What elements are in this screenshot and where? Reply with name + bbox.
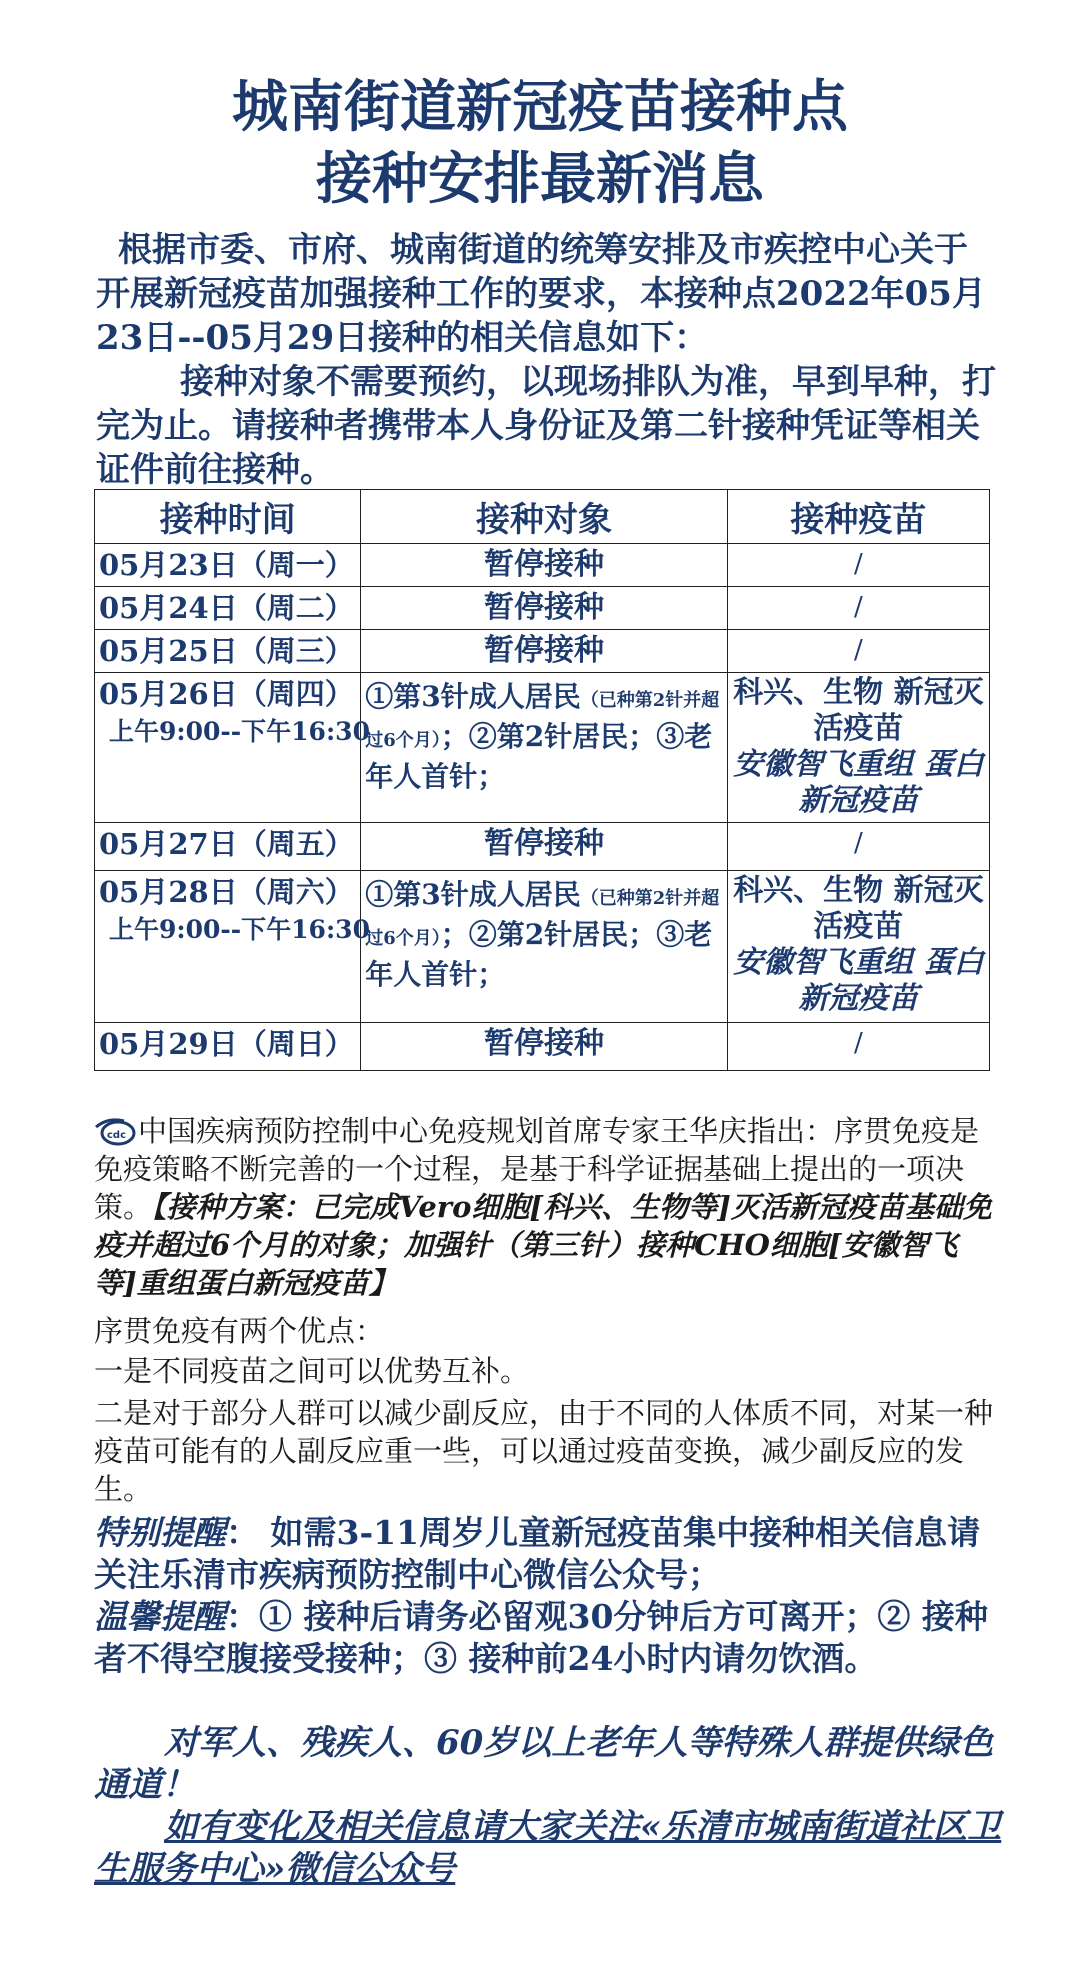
cdc-logo-icon	[94, 1117, 136, 1147]
row-target-rest: ；②第2针居民；③老年人首针；	[365, 720, 713, 793]
row-vaccine: /	[727, 823, 989, 871]
green-channel-notice: 对军人、残疾人、60岁以上老年人等特殊人群提供绿色通道！	[94, 1723, 994, 1805]
table-row	[95, 544, 990, 587]
row-vaccine-cell	[727, 871, 989, 1023]
warm-reminder-text: ：① 接种后请务必留观30分钟后方可离开；② 接种者不得空腹接受接种；③ 接种前24小时内请勿饮酒。	[94, 1597, 988, 1678]
advantages-heading: 序贯免疫有两个优点：	[94, 1314, 385, 1348]
expert-plan: 【接种方案：已完成Vero细胞[科兴、生物等]灭活新冠疫苗基础免疫并超过6个月的对象；加强针（第三针）接种CHO细胞[安徽智飞等]重组蛋白新冠疫苗】	[94, 1190, 992, 1300]
special-reminder	[94, 1512, 1004, 1596]
row-date: 05月26日（周四）	[99, 677, 354, 711]
expert-text: 中国疾病预防控制中心免疫规划首席专家王华庆指出：序贯免疫是免疫策略不断完善的一个过程，是基于科学证据基础上提出的一项决策。	[94, 1114, 980, 1224]
row-target: 暂停接种	[361, 823, 728, 871]
row-date-cell	[95, 673, 370, 823]
advantage-one: 一是不同疫苗之间可以优势互补。	[94, 1354, 530, 1388]
row-date: 05月24日（周二）	[95, 587, 361, 630]
table-row	[95, 630, 990, 673]
follow-notice: 如有变化及相关信息请大家关注«乐清市城南街道社区卫生服务中心»微信公众号	[94, 1807, 1002, 1889]
row-date: 05月28日（周六）	[99, 875, 354, 909]
row-target-note: （已种第2针并超过6个月）	[365, 690, 720, 751]
row-time: 上午9:00--下午16:30	[109, 915, 370, 944]
row-vaccine: /	[727, 1023, 989, 1071]
expert-paragraph	[94, 1112, 994, 1302]
row-target-cell	[361, 673, 728, 823]
row-date: 05月25日（周三）	[95, 630, 361, 673]
row-vaccine-recombinant: 安徽智飞重组 蛋白新冠疫苗	[733, 945, 984, 1016]
row-target: 暂停接种	[361, 544, 728, 587]
special-reminder-label: 特别提醒	[94, 1513, 226, 1552]
row-vaccine-recombinant: 安徽智飞重组 蛋白新冠疫苗	[733, 747, 984, 818]
advantage-two: 二是对于部分人群可以减少副反应，由于不同的人体质不同，对某一种疫苗可能有的人副反应重一些，可以通过疫苗变换，减少副反应的发生。	[94, 1396, 994, 1506]
intro-paragraph: 根据市委、市府、城南街道的统筹安排及市疾控中心关于开展新冠疫苗加强接种工作的要求，本接种点2022年05月23日--05月29日接种的相关信息如下：	[96, 230, 986, 358]
header-target: 接种对象	[361, 490, 728, 544]
table-row	[95, 673, 990, 823]
header-time: 接种时间	[95, 490, 361, 544]
special-reminder-text: ： 如需3-11周岁儿童新冠疫苗集中接种相关信息请关注乐清市疾病预防控制中心微信公众号；	[94, 1513, 981, 1594]
row-vaccine: /	[727, 544, 989, 587]
header-vaccine: 接种疫苗	[727, 490, 989, 544]
row-date-cell	[95, 871, 370, 1023]
row-vaccine-inactivated: 科兴、生物 新冠灭活疫苗	[733, 675, 984, 746]
table-row	[95, 823, 990, 871]
row-target-cell	[361, 871, 728, 1023]
row-target: 暂停接种	[361, 630, 728, 673]
notice-paragraph: 接种对象不需要预约，以现场排队为准，早到早种，打完为止。请接种者携带本人身份证及第二针接种凭证等相关证件前往接种。	[96, 362, 996, 490]
row-time: 上午9:00--下午16:30	[109, 717, 370, 746]
warm-reminder	[94, 1596, 1004, 1680]
page-title-line1: 城南街道新冠疫苗接种点	[232, 75, 848, 140]
row-target-note: （已种第2针并超过6个月）	[365, 888, 720, 949]
row-target: ①第3针成人居民	[365, 680, 581, 713]
row-vaccine: /	[727, 587, 989, 630]
table-header-row	[95, 490, 990, 544]
row-target: ①第3针成人居民	[365, 878, 581, 911]
row-vaccine-inactivated: 科兴、生物 新冠灭活疫苗	[733, 873, 984, 944]
row-date: 05月29日（周日）	[95, 1023, 361, 1071]
row-vaccine-cell	[727, 673, 989, 823]
row-date: 05月27日（周五）	[95, 823, 361, 871]
row-target: 暂停接种	[361, 587, 728, 630]
row-target: 暂停接种	[361, 1023, 728, 1071]
svg-text:cdc: cdc	[107, 1130, 127, 1141]
page-title-line2: 接种安排最新消息	[316, 147, 764, 212]
row-date: 05月23日（周一）	[95, 544, 361, 587]
row-target-rest: ；②第2针居民；③老年人首针；	[365, 918, 713, 991]
schedule-table	[94, 489, 990, 1071]
table-row	[95, 587, 990, 630]
warm-reminder-label: 温馨提醒	[94, 1597, 226, 1636]
table-row	[95, 1023, 990, 1071]
row-vaccine: /	[727, 630, 989, 673]
table-row	[95, 871, 990, 1023]
